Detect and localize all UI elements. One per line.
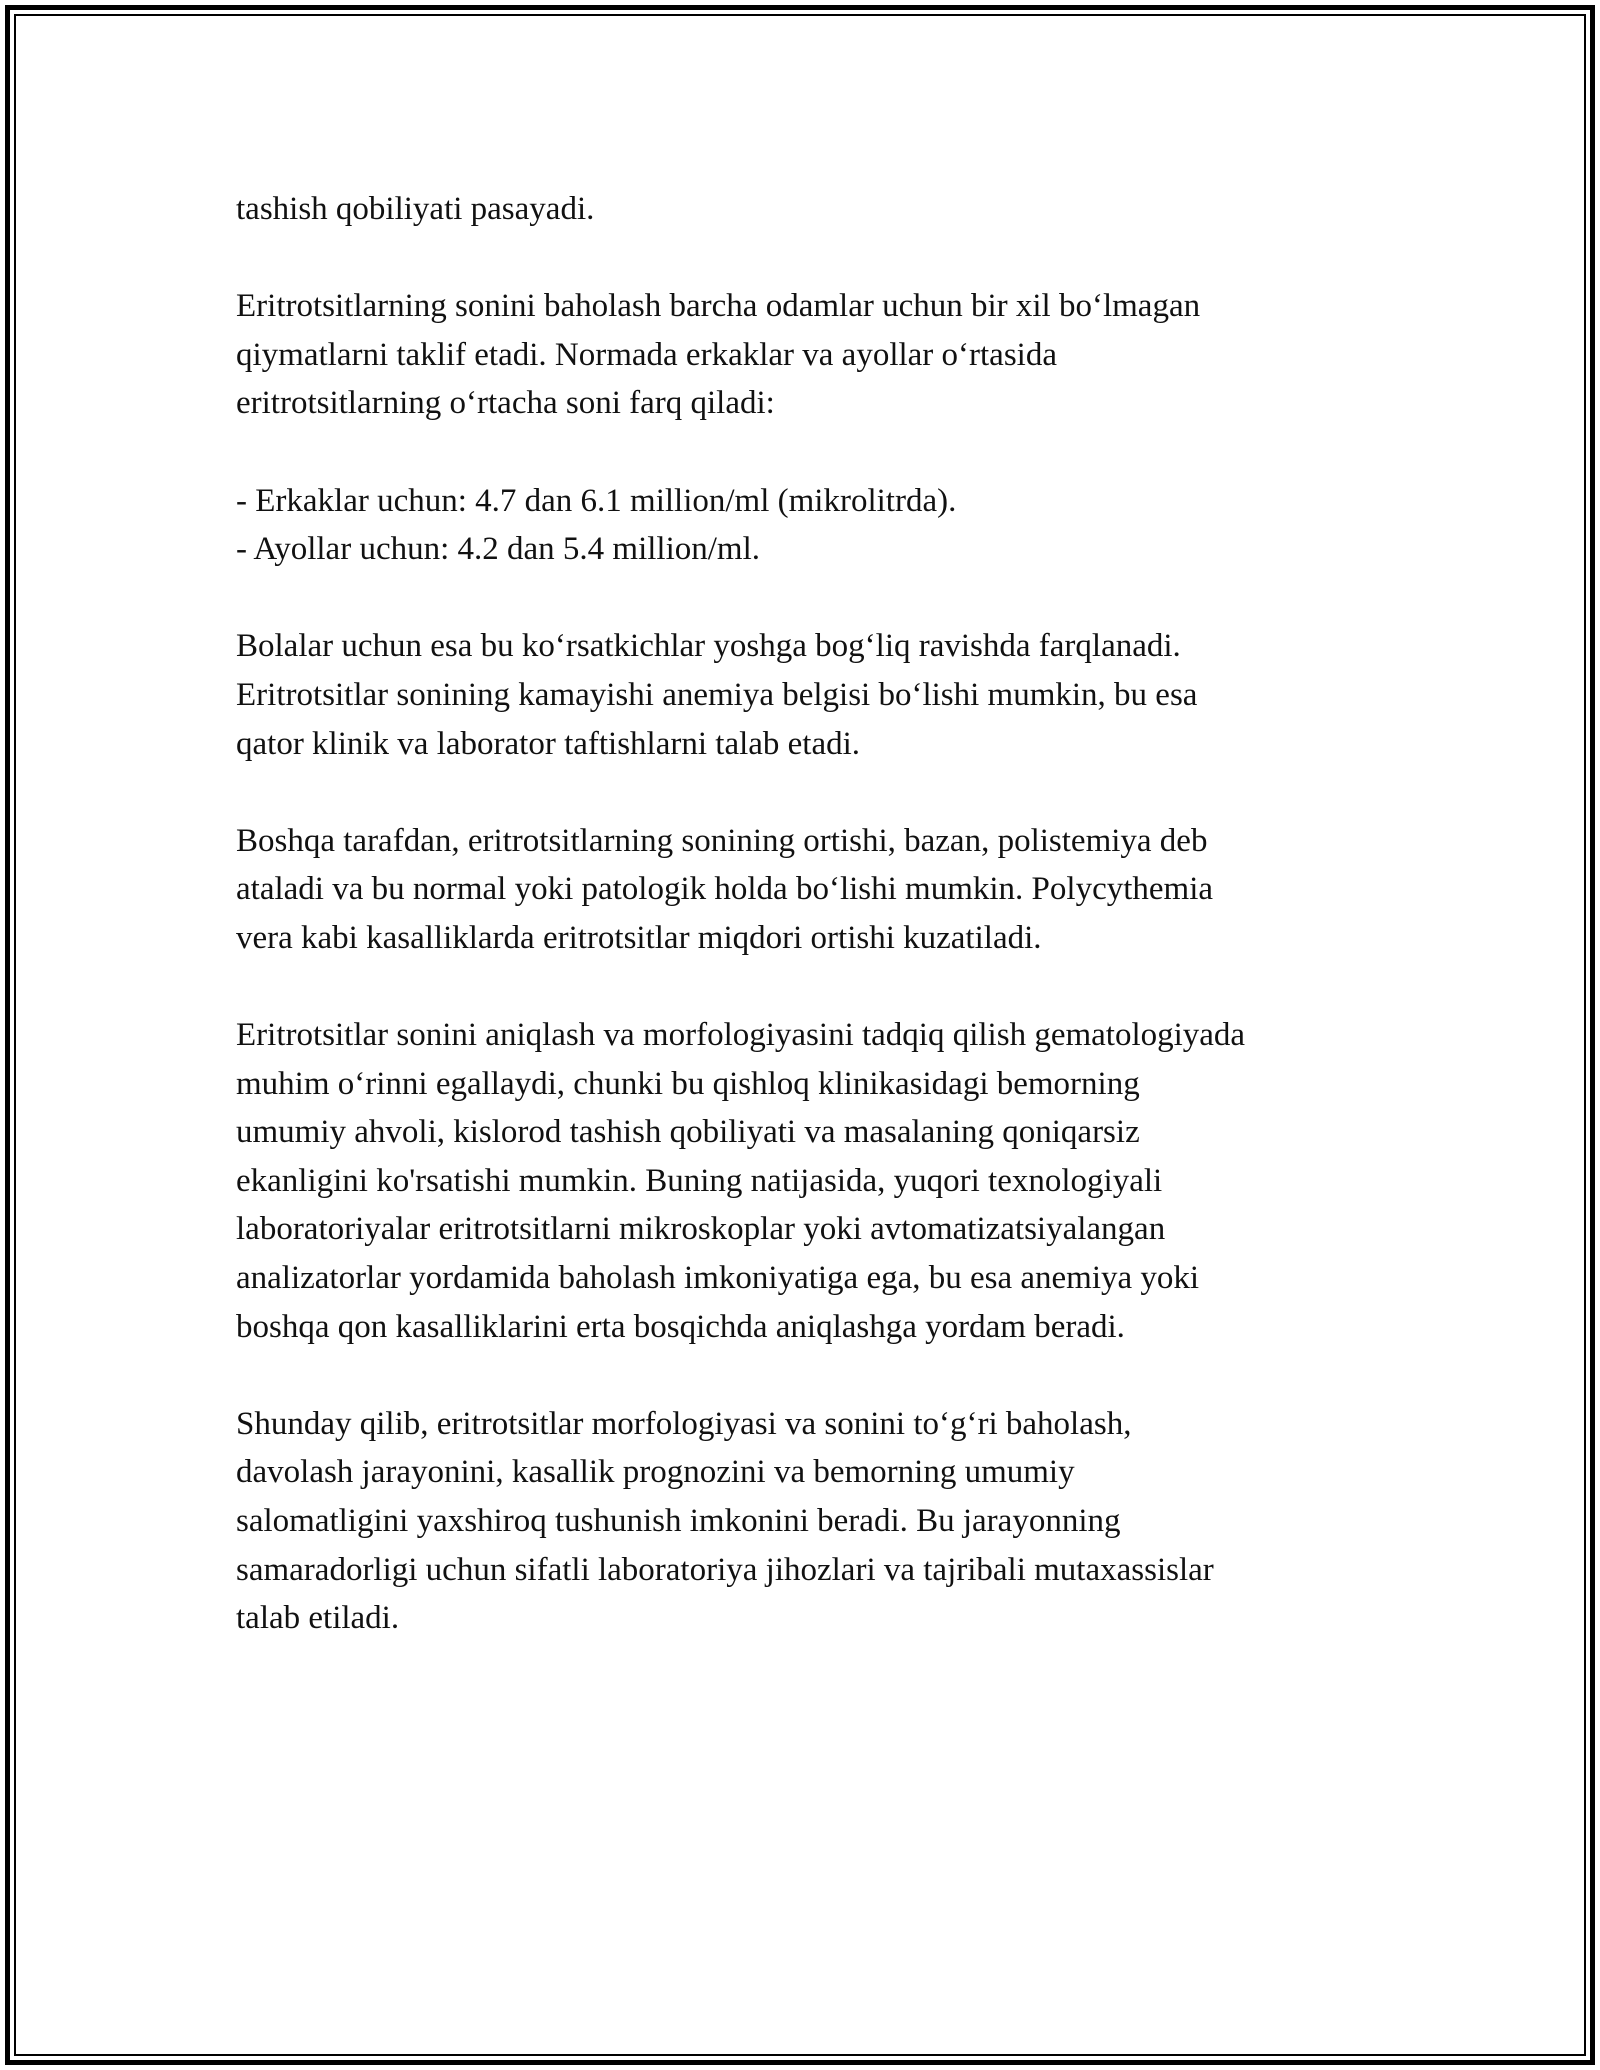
paragraph-hematology-importance: Eritrotsitlar sonini aniqlash va morfologiyasini tadqiq qilish gematologiyada muhim o‘rinni egallaydi, chunki bu qishloq klinikasidagi bemorning umumiy ahvoli, kislorod tashish qobiliyati va masalaning qoniqarsiz ekanligini ko'rsatishi mumkin. Buning natijasida, yuqori texnologiyali laboratoriyalar eritrotsitlarni mikroskoplar yoki avtomatizatsiyalangan analizatorlar yordamida baholash imkoniyatiga ega, bu esa anemiya yoki boshqa qon kasalliklarini erta bosqichda aniqlashga yordam beradi. <box>236 1017 1246 1345</box>
paragraph-conclusion: Shunday qilib, eritrotsitlar morfologiyasi va sonini to‘g‘ri baholash, davolash jarayonini, kasallik prognozini va bemorning umumiy salomatligini yaxshiroq tushunish imkonini beradi. Bu jarayonning samaradorligi uchun sifatli laboratoriya jihozlari va tajribali mutaxassislar talab etiladi. <box>236 1405 1214 1637</box>
document-body <box>236 185 1386 1691</box>
list-item-women: - Ayollar uchun: 4.2 dan 5.4 million/ml. <box>236 531 761 568</box>
list-item-men: - Erkaklar uchun: 4.7 dan 6.1 million/ml (mikrolitrda). <box>236 482 957 519</box>
paragraph-rbc-count-intro: Eritrotsitlarning sonini baholash barcha odamlar uchun bir xil bo‘lmagan qiymatlarni taklif etadi. Normada erkaklar va ayollar o‘rtasida eritrotsitlarning o‘rtacha soni farq qiladi: <box>236 288 1201 422</box>
reference-ranges-list <box>236 477 1386 574</box>
paragraph-continuation: tashish qobiliyati pasayadi. <box>236 191 595 227</box>
paragraph-polycythemia: Boshqa tarafdan, eritrotsitlarning sonining ortishi, bazan, polistemiya deb ataladi va bu normal yoki patologik holda bo‘lishi mumkin. Polycythemia vera kabi kasalliklarda eritrotsitlar miqdori ortishi kuzatiladi. <box>236 822 1214 956</box>
paragraph-children-anemia: Bolalar uchun esa bu ko‘rsatkichlar yoshga bog‘liq ravishda farqlanadi. Eritrotsitlar sonining kamayishi anemiya belgisi bo‘lishi mumkin, bu esa qator klinik va laborator taftishlarni talab etadi. <box>236 628 1198 762</box>
